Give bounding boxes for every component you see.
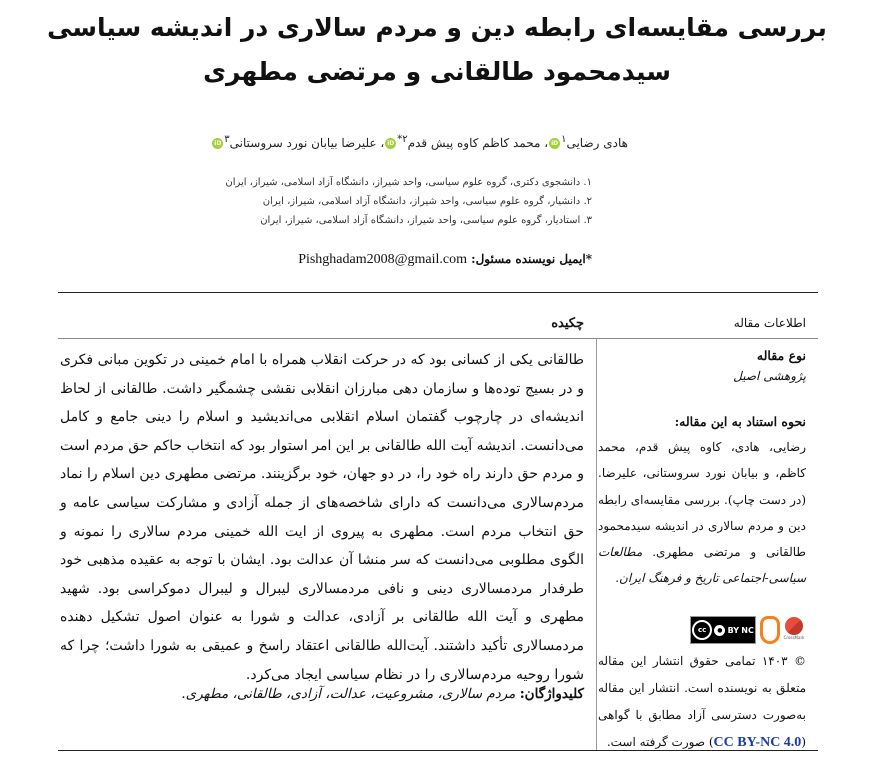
article-info-heading: اطلاعات مقاله — [733, 316, 806, 330]
email-address[interactable]: Pishghadam2008@gmail.com — [298, 252, 468, 267]
keywords-label: کلیدواژگان: — [519, 686, 584, 702]
citation-plain: رضایی، هادی، کاوه پیش قدم، محمد کاظم، و بیابان نورد سروستانی، علیرضا. (در دست چاپ). بررسی مقایسه‌ای رابطه دین و مردم سالاری در اندیشه سیدمحمود طالقانی و مرتضی مطهری. — [598, 440, 806, 560]
cc-by-nc-icon[interactable] — [690, 616, 756, 644]
open-access-icon — [760, 616, 780, 644]
article-type-heading: نوع مقاله — [756, 348, 806, 363]
license-link[interactable]: CC BY-NC 4.0 — [713, 735, 802, 750]
email-label: *ایمیل نویسنده مسئول: — [471, 252, 592, 266]
crossmark-icon[interactable]: CrossMark — [784, 617, 804, 643]
abstract-text: طالقانی یکی از کسانی بود که در حرکت انقلاب همراه با امام خمینی در تکوین مبانی فکری و در بسیج توده‌ها و سازمان دهی مبارزان انقلابی نقشی چشمگیر داشت. طالقانی از لحاظ اندیشه‌ای در چارچوب گفتمان اسلام انقلابی می‌اندیشید و اسلام را دینی جامع و کامل می‌دانست. اندیشه آیت الله طالقانی بر این امر استوار بود که انتخاب حاکم حق مردم است و مردم حق دارند راه خود را، در دو جهان، خود برگزینند. مرتضی مطهری دین اسلام را نماد مردم‌سالاری می‌دانست که دارای شاخصه‌های از جمله آزادی و مشارکت سیاسی عامه و حق انتخاب مردم است. مطهری به پیروی از ایت الله خمینی مردم سالاری را نمونه و الگوی مطلوبی می‌دانست که سر منشا آن عدالت بود. ایشان با توجه به عقیده مذهبی خود طرفدار مردمسالاری دینی و نافی مردمسالاری لیبرال و لیبرال دموکراسی بود. شهید مطهری و آیت الله طالقانی بر آزادی، عدالت و شورا به عنوان اصول تشکیل دهنده مردمسالاری تأکید داشتند. آیت‌الله طالقانی اعتقاد راسخ و عمیقی به شورا داشت؛ چرا که شورا روحیه مردم‌سالاری را در نظام سیاسی ایجاد می‌کرد. — [60, 352, 584, 683]
author-3-sup: ۳ — [224, 134, 230, 145]
keywords-value: مردم سالاری، مشروعیت، عدالت، آزادی، طالقانی، مطهری. — [181, 686, 516, 702]
article-type-value: پژوهشی اصیل — [733, 369, 806, 383]
rights-statement — [598, 648, 806, 756]
article-type-block — [598, 348, 806, 383]
orcid-icon[interactable]: iD — [551, 140, 559, 147]
orcid-icon[interactable]: iD — [387, 140, 395, 147]
article-title: بررسی مقایسه‌ای رابطه دین و مردم سالاری در اندیشه سیاسی سیدمحمود طالقانی و مرتضی مطهری — [47, 13, 827, 86]
by-icon: ● — [714, 625, 725, 636]
by-label: BY — [727, 625, 740, 635]
nc-label: NC — [741, 625, 754, 635]
corresponding-email — [298, 252, 592, 268]
top-rule — [58, 292, 818, 293]
affiliation-2: ۲. دانشیار، گروه علوم سیاسی، واحد شیراز، دانشگاه آزاد اسلامی، شیراز، ایران — [262, 196, 592, 207]
author-line — [211, 134, 628, 150]
orcid-icon[interactable]: iD — [214, 140, 222, 147]
column-divider — [596, 338, 597, 750]
author-2-sup: ۲* — [397, 134, 408, 145]
author-1-sup: ۱ — [561, 134, 567, 145]
author-2-name: ، محمد کاظم کاوه پیش قدم — [407, 136, 549, 150]
keywords-line — [181, 686, 584, 702]
cc-label: cc — [692, 620, 712, 640]
affiliation-3: ۳. استادیار، گروه علوم سیاسی، واحد شیراز، دانشگاه آزاد اسلامی، شیراز، ایران — [260, 215, 592, 226]
citation-heading: نحوه استناد به این مقاله: — [674, 414, 806, 429]
citation-text — [598, 434, 806, 592]
abstract-heading: چکیده — [551, 316, 584, 331]
header-rule — [58, 338, 818, 339]
author-1-name: هادی رضایی — [566, 136, 628, 150]
affiliation-1: ۱. دانشجوی دکتری، گروه علوم سیاسی، واحد شیراز، دانشگاه آزاد اسلامی، شیراز، ایران — [225, 177, 592, 188]
rights-tail: ) صورت گرفته است. — [606, 735, 714, 749]
citation-block — [598, 414, 806, 592]
citation-journal: مطالعات سیاسی-اجتماعی تاریخ و فرهنگ ایران. — [598, 545, 806, 586]
license-logos — [690, 616, 804, 644]
author-3-name: ، علیرضا بیابان نورد سروستانی — [229, 136, 385, 150]
bottom-rule — [58, 750, 818, 751]
rights-text: © ۱۴۰۳ تمامی حقوق انتشار این مقاله متعلق به نویسنده است. انتشار این مقاله به‌صورت دسترسی آزاد مطابق با گواهی ( — [598, 654, 806, 749]
